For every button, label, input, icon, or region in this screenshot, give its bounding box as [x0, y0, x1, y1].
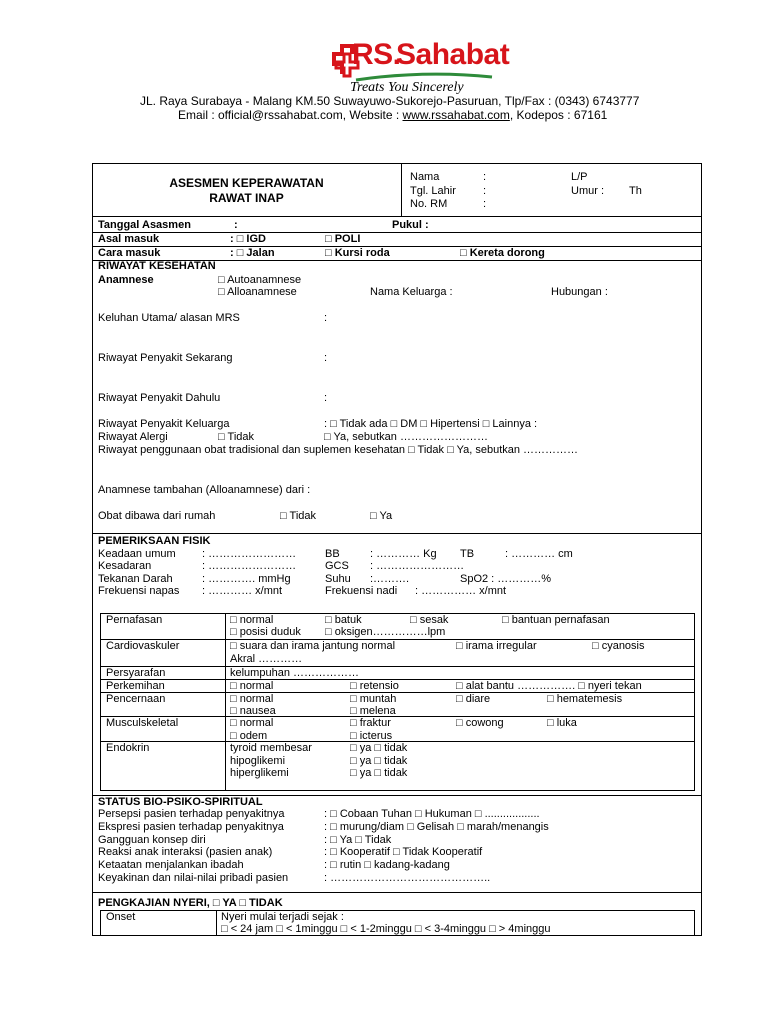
persyarafan-label: Persyarafan: [106, 667, 166, 679]
asal-igd-checkbox[interactable]: : □ IGD: [230, 233, 266, 245]
nyeri-mulai-label: Nyeri mulai terjadi sejak :: [221, 911, 344, 923]
frek-napas-label: Frekuensi napas: [98, 585, 180, 597]
kodepos-text: , Kodepos : 67161: [509, 108, 608, 122]
kesadaran-value[interactable]: : ……………………: [202, 560, 297, 572]
email-text: Email : official@rssahabat.com, Website :: [178, 108, 403, 122]
autoanamnese-checkbox[interactable]: □ Autoanamnese: [218, 274, 302, 286]
k-normal-checkbox[interactable]: □ normal: [230, 680, 274, 692]
hubungan-label: Hubungan :: [551, 286, 608, 298]
onset-label: Onset: [106, 911, 136, 923]
website-link[interactable]: www.rssahabat.com: [402, 108, 510, 122]
keyakinan-field[interactable]: : ……………………………………..: [324, 872, 491, 884]
nama-keluarga-label: Nama Keluarga :: [370, 286, 453, 298]
c-cyanosis-checkbox[interactable]: □ cyanosis: [592, 640, 645, 652]
spo2-field[interactable]: SpO2 : …………%: [460, 573, 552, 585]
asal-masuk-label: Asal masuk: [98, 233, 160, 245]
k-retensio-checkbox[interactable]: □ retensio: [350, 680, 399, 692]
nyeri-title[interactable]: PENGKAJIAN NYERI, □ YA □ TIDAK: [98, 897, 283, 909]
form-title-2: RAWAT INAP: [209, 191, 284, 205]
gcs-label: GCS: [325, 560, 349, 572]
n-muntah-checkbox[interactable]: □ muntah: [350, 693, 397, 705]
cardio-label: Cardiovaskuler: [106, 640, 180, 652]
e-hiper-label: hiperglikemi: [230, 767, 289, 779]
alergi-ya-checkbox[interactable]: □ Ya, sebutkan ……………………: [324, 431, 488, 443]
c-normal-checkbox[interactable]: □ suara dan irama jantung normal: [230, 640, 396, 652]
p-posisi-checkbox[interactable]: □ posisi duduk: [230, 626, 301, 638]
ekspresi-label: Ekspresi pasien terhadap penyakitnya: [98, 821, 284, 833]
alergi-tidak-checkbox[interactable]: □ Tidak: [218, 431, 254, 443]
m-normal-checkbox[interactable]: □ normal: [230, 717, 274, 729]
th-label: Th: [629, 185, 642, 197]
pencernaan-label: Pencernaan: [106, 693, 166, 705]
m-cowong-checkbox[interactable]: □ cowong: [456, 717, 504, 729]
logo-rs-text: RS.: [352, 38, 401, 71]
m-icterus-checkbox[interactable]: □ icterus: [350, 730, 393, 742]
persepsi-label: Persepsi pasien terhadap penyakitnya: [98, 808, 285, 820]
keadaan-value[interactable]: : ……………………: [202, 548, 297, 560]
musculoskeletal-label: Musculskeletal: [106, 717, 179, 729]
suhu-value[interactable]: :……….: [370, 573, 410, 585]
tb-value[interactable]: : ………… cm: [505, 548, 573, 560]
keluarga-options[interactable]: : □ Tidak ada □ DM □ Hipertensi □ Lainnya :: [324, 418, 538, 430]
cara-kereta-dorong-checkbox[interactable]: □ Kereta dorong: [460, 247, 545, 259]
n-melena-checkbox[interactable]: □ melena: [350, 705, 396, 717]
m-luka-checkbox[interactable]: □ luka: [547, 717, 577, 729]
endokrin-label: Endokrin: [106, 742, 150, 754]
obat-rumah-tidak-checkbox[interactable]: □ Tidak: [280, 510, 316, 522]
contact-line: [178, 108, 607, 122]
ibadah-label: Ketaatan menjalankan ibadah: [98, 859, 244, 871]
logo-name-text: Sahabat: [396, 38, 510, 71]
keadaan-label: Keadaan umum: [98, 548, 176, 560]
keluhan-colon: :: [324, 312, 328, 324]
p-sesak-checkbox[interactable]: □ sesak: [410, 614, 449, 626]
frek-napas-value[interactable]: : ………… x/mnt: [202, 585, 283, 597]
cara-jalan-checkbox[interactable]: : □ Jalan: [230, 247, 275, 259]
address: JL. Raya Surabaya - Malang KM.50 Suwayuwo-Sukorejo-Pasuruan, Tlp/Fax : (0343) 6743777: [140, 94, 640, 108]
tb-label: TB: [460, 548, 475, 560]
keluarga-label: Riwayat Penyakit Keluarga: [98, 418, 230, 430]
n-diare-checkbox[interactable]: □ diare: [456, 693, 491, 705]
n-nausea-checkbox[interactable]: □ nausea: [230, 705, 276, 717]
m-fraktur-checkbox[interactable]: □ fraktur: [350, 717, 391, 729]
e-hipo-options[interactable]: □ ya □ tidak: [350, 755, 408, 767]
frek-nadi-value[interactable]: : …………… x/mnt: [415, 585, 507, 597]
tekanan-label: Tekanan Darah: [98, 573, 173, 585]
nama-colon: :: [483, 171, 487, 183]
reaksi-options[interactable]: : □ Kooperatif □ Tidak Kooperatif: [324, 846, 483, 858]
c-akral-field[interactable]: Akral …………: [230, 653, 303, 665]
dahulu-colon: :: [324, 392, 328, 404]
keyakinan-label: Keyakinan dan nilai-nilai pribadi pasien: [98, 872, 289, 884]
rm-colon: :: [483, 198, 487, 210]
tagline: Treats You Sincerely: [350, 80, 464, 95]
form-title-1: ASESMEN KEPERAWATAN: [169, 176, 324, 190]
dahulu-label: Riwayat Penyakit Dahulu: [98, 392, 221, 404]
alergi-label: Riwayat Alergi: [98, 431, 168, 443]
alloanamnese-checkbox[interactable]: □ Alloanamnese: [218, 286, 297, 298]
suhu-label: Suhu: [325, 573, 351, 585]
k-alat-bantu-checkbox[interactable]: □ alat bantu ……………. □ nyeri tekan: [456, 680, 642, 692]
obat-rumah-ya-checkbox[interactable]: □ Ya: [370, 510, 393, 522]
ekspresi-options[interactable]: : □ murung/diam □ Gelisah □ marah/menangis: [324, 821, 549, 833]
konsep-options[interactable]: : □ Ya □ Tidak: [324, 834, 392, 846]
tekanan-value[interactable]: : …………. mmHg: [202, 573, 291, 585]
cara-masuk-label: Cara masuk: [98, 247, 161, 259]
nama-label: Nama: [410, 171, 440, 183]
m-odem-checkbox[interactable]: □ odem: [230, 730, 268, 742]
e-hiper-options[interactable]: □ ya □ tidak: [350, 767, 408, 779]
p-oksigen-checkbox[interactable]: □ oksigen……………lpm: [325, 626, 446, 638]
asal-poli-checkbox[interactable]: □ POLI: [325, 233, 361, 245]
e-tyroid-options[interactable]: □ ya □ tidak: [350, 742, 408, 754]
p-bantuan-checkbox[interactable]: □ bantuan pernafasan: [502, 614, 610, 626]
e-tyroid-label: tyroid membesar: [230, 742, 312, 754]
keluhan-label: Keluhan Utama/ alasan MRS: [98, 312, 240, 324]
sekarang-colon: :: [324, 352, 328, 364]
e-hipo-label: hipoglikemi: [230, 755, 286, 767]
n-normal-checkbox[interactable]: □ normal: [230, 693, 274, 705]
ibadah-options[interactable]: : □ rutin □ kadang-kadang: [324, 859, 450, 871]
fisik-title: PEMERIKSAAN FISIK: [98, 535, 211, 547]
s-kelumpuhan-field[interactable]: kelumpuhan ………………: [230, 667, 359, 679]
tanggal-asasmen-label: Tanggal Asasmen: [98, 219, 191, 231]
cara-kursi-roda-checkbox[interactable]: □ Kursi roda: [325, 247, 390, 259]
frek-nadi-label: Frekuensi nadi: [325, 585, 398, 597]
tgl-colon: :: [483, 185, 487, 197]
p-batuk-checkbox[interactable]: □ batuk: [325, 614, 362, 626]
kesadaran-label: Kesadaran: [98, 560, 152, 572]
pernafasan-label: Pernafasan: [106, 614, 163, 626]
bb-value[interactable]: : ………… Kg: [370, 548, 437, 560]
obat-rumah-label: Obat dibawa dari rumah: [98, 510, 216, 522]
pukul-label: Pukul :: [392, 219, 429, 231]
tanggal-colon: :: [234, 219, 238, 231]
perkemihan-label: Perkemihan: [106, 680, 165, 692]
reaksi-label: Reaksi anak interaksi (pasien anak): [98, 846, 273, 858]
umur-label: Umur :: [571, 185, 604, 197]
obat-tradisional-row[interactable]: Riwayat penggunaan obat tradisional dan suplemen kesehatan □ Tidak □ Ya, sebutkan ……………: [98, 444, 579, 456]
p-normal-checkbox[interactable]: □ normal: [230, 614, 274, 626]
konsep-label: Gangguan konsep diri: [98, 834, 206, 846]
tgl-lahir-label: Tgl. Lahir: [410, 185, 456, 197]
anamnese-label: Anamnese: [98, 274, 154, 286]
n-hematemesis-checkbox[interactable]: □ hematemesis: [547, 693, 623, 705]
anamnese-tambahan-label: Anamnese tambahan (Alloanamnese) dari :: [98, 484, 311, 496]
bb-label: BB: [325, 548, 340, 560]
riwayat-title: RIWAYAT KESEHATAN: [98, 260, 216, 272]
nyeri-durasi-options[interactable]: □ < 24 jam □ < 1minggu □ < 1-2minggu □ < 3-4minggu □ > 4minggu: [221, 923, 551, 935]
persepsi-options[interactable]: : □ Cobaan Tuhan □ Hukuman □ ..................: [324, 808, 540, 820]
lp-label: L/P: [571, 171, 588, 183]
psiko-title: STATUS BIO-PSIKO-SPIRITUAL: [98, 796, 263, 808]
c-irregular-checkbox[interactable]: □ irama irregular: [456, 640, 537, 652]
sekarang-label: Riwayat Penyakit Sekarang: [98, 352, 233, 364]
gcs-value[interactable]: : ……………………: [370, 560, 465, 572]
no-rm-label: No. RM: [410, 198, 448, 210]
